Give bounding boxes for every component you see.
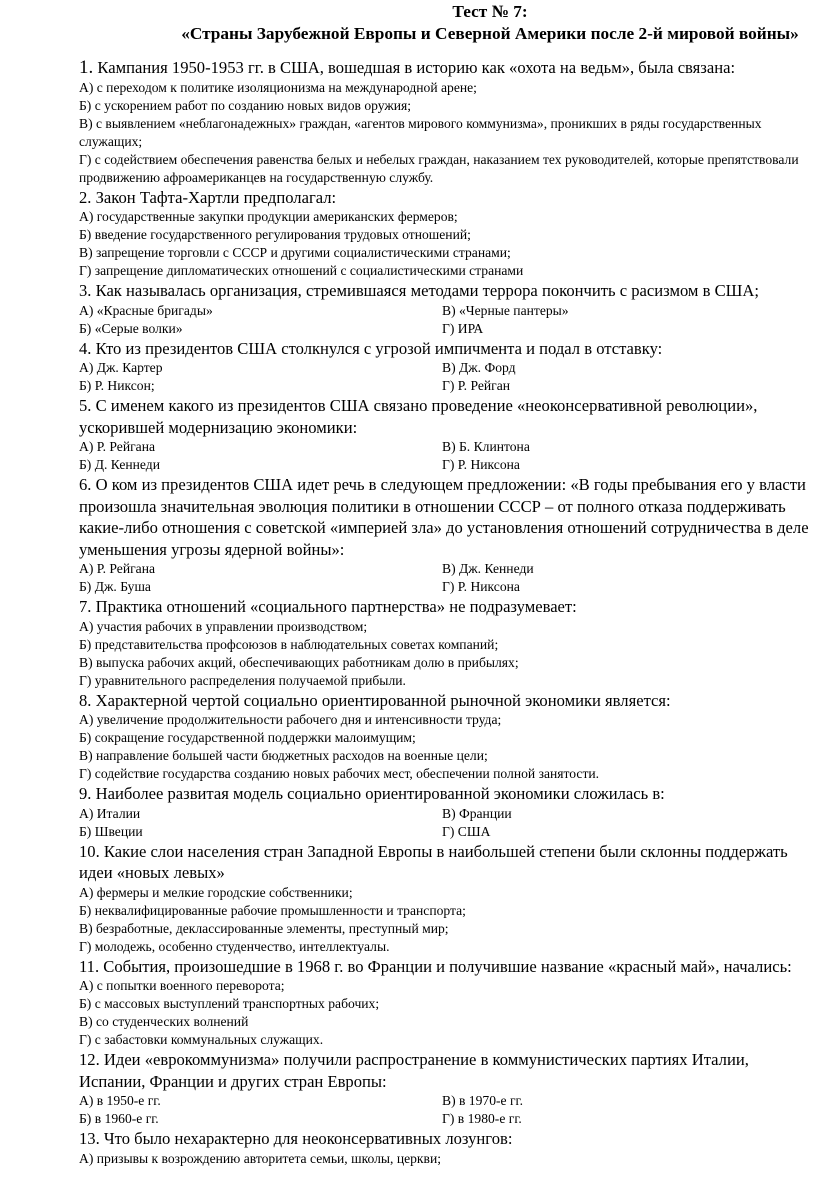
answer-option: Г) в 1980-е гг.	[442, 1111, 522, 1126]
title-line-1: Тест № 7:	[452, 2, 528, 21]
answer-option: В) Дж. Форд	[442, 360, 516, 375]
answer-option: А) фермеры и мелкие городские собственники;	[79, 884, 353, 900]
question-block	[79, 1049, 816, 1128]
answer-option: Г) с содействием обеспечения равенства белых и небелых граждан, наказанием тех руководителей, которые препятствовали продвижению афроамериканцев на государственную службу.	[79, 151, 799, 185]
question-block	[79, 280, 816, 338]
answer-option: Б) Швеции	[79, 823, 143, 839]
answer-option: В) Б. Клинтона	[442, 439, 530, 454]
answer-row	[79, 456, 816, 474]
answer-option: А) призывы к возрождению авторитета семьи, школы, церкви;	[79, 1150, 441, 1166]
answer-row	[79, 302, 816, 320]
question-text: 2. Закон Тафта-Хартли предполагал:	[79, 187, 337, 207]
answer-row	[79, 320, 816, 338]
answer-option: Г) с забастовки коммунальных служащих.	[79, 1032, 324, 1047]
answer-option: Б) сокращение государственной поддержки малоимущим;	[79, 730, 416, 745]
question-text: 3. Как называлась организация, стремившаяся методами террора покончить с расизмом в США;	[79, 281, 759, 300]
answer-option: Б) с ускорением работ по созданию новых видов оружия;	[79, 97, 412, 113]
question-text: 11. События, произошедшие в 1968 г. во Франции и получившие название «красный май», начались:	[79, 956, 792, 976]
question-block	[79, 1128, 816, 1168]
answer-option: Б) Д. Кеннеди	[79, 457, 160, 472]
answer-option: Г) запрещение дипломатических отношений с социалистическими странами	[79, 263, 524, 278]
title-line-2: «Страны Зарубежной Европы и Северной Америки после 2-й мировой войны»	[181, 24, 799, 43]
question-block	[79, 338, 816, 396]
question-list	[79, 57, 816, 1168]
question-block	[79, 395, 816, 474]
question-text: 6. О ком из президентов США идет речь в следующем предложении: «В годы пребывания его у власти произошла значительная эволюция политики в отношении СССР – от полного отказа поддерживать какие-либо отношения с советской «империей зла» до установления отношений сотрудничества в деле уменьшения угрозы ядерной войны»:	[79, 475, 809, 559]
answer-option: В) в 1970-е гг.	[442, 1093, 523, 1108]
question-block	[79, 690, 816, 784]
question-block	[79, 474, 816, 596]
answer-option: Б) Р. Никсон;	[79, 378, 155, 393]
answer-row	[79, 359, 816, 377]
question-body: Кампания 1950-1953 гг. в США, вошедшая в историю как «охота на ведьм», была связана:	[93, 58, 736, 77]
question-block	[79, 783, 816, 841]
question-block	[79, 596, 816, 690]
question-text: 9. Наиболее развитая модель социально ориентированной экономики сложилась в:	[79, 784, 665, 803]
answer-option: А) Италии	[79, 805, 141, 821]
question-block	[79, 956, 816, 1050]
answer-option: Б) с массовых выступлений транспортных рабочих;	[79, 996, 380, 1011]
answer-option: В) запрещение торговли с СССР и другими социалистическими странами;	[79, 245, 511, 260]
answer-row	[79, 438, 816, 456]
document-title	[124, 1, 816, 45]
question-number: 1.	[79, 57, 94, 78]
answer-option: А) Р. Рейгана	[79, 561, 156, 576]
answer-option: Б) введение государственного регулирования трудовых отношений;	[79, 227, 471, 242]
question-block	[79, 187, 816, 281]
answer-option: А) государственные закупки продукции американских фермеров;	[79, 209, 458, 224]
question-text: 13. Что было нехарактерно для неоконсервативных лозунгов:	[79, 1129, 513, 1148]
answer-row	[79, 805, 816, 823]
answer-option: Б) в 1960-е гг.	[79, 1111, 159, 1126]
question-block	[79, 841, 816, 956]
answer-option: Б) Дж. Буша	[79, 579, 151, 594]
question-text: 10. Какие слои населения стран Западной Европы в наибольшей степени были склонны поддержать идеи «новых левых»	[79, 841, 788, 882]
answer-option: В) выпуска рабочих акций, обеспечивающих работникам долю в прибылях;	[79, 654, 519, 670]
answer-option: Г) Р. Рейган	[442, 378, 511, 393]
answer-option: Г) Р. Никсона	[442, 457, 520, 472]
answer-option: Б) «Серые волки»	[79, 320, 183, 336]
question-block	[79, 57, 816, 187]
answer-option: Г) ИРА	[442, 320, 484, 336]
question-text: 12. Идеи «еврокоммунизма» получили распространение в коммунистических партиях Италии, Испании, Франции и других стран Европы:	[79, 1050, 749, 1091]
document-page	[79, 0, 816, 1168]
answer-option: Г) Р. Никсона	[442, 579, 520, 594]
answer-option: А) Р. Рейгана	[79, 439, 156, 454]
answer-option: А) «Красные бригады»	[79, 302, 213, 318]
answer-option: В) Франции	[442, 805, 512, 821]
answer-option: В) «Черные пантеры»	[442, 302, 569, 318]
answer-option: В) безработные, деклассированные элементы, преступный мир;	[79, 920, 449, 936]
answer-option: Г) США	[442, 823, 491, 839]
answer-option: В) со студенческих волнений	[79, 1014, 249, 1029]
answer-row	[79, 1092, 816, 1110]
answer-row	[79, 377, 816, 395]
answer-option: А) с попытки военного переворота;	[79, 978, 285, 993]
answer-option: Г) уравнительного распределения получаемой прибыли.	[79, 672, 406, 688]
answer-option: В) с выявлением «неблагонадежных» граждан, «агентов мирового коммунизма», проникших в ряды государственных служащих;	[79, 115, 762, 149]
answer-row	[79, 1110, 816, 1128]
answer-row	[79, 578, 816, 596]
question-text: 5. С именем какого из президентов США связано проведение «неоконсервативной революции», ускорившей модернизацию экономики:	[79, 396, 758, 437]
question-text: 4. Кто из президентов США столкнулся с угрозой импичмента и подал в отставку:	[79, 338, 663, 358]
question-text: 7. Практика отношений «социального партнерства» не подразумевает:	[79, 597, 577, 616]
question-text: 8. Характерной чертой социально ориентированной рыночной экономики является:	[79, 690, 671, 710]
answer-option: В) Дж. Кеннеди	[442, 561, 534, 576]
answer-option: Б) представительства профсоюзов в наблюдательных советах компаний;	[79, 636, 499, 652]
answer-option: А) в 1950-е гг.	[79, 1093, 161, 1108]
answer-row	[79, 560, 816, 578]
answer-option: А) увеличение продолжительности рабочего дня и интенсивности труда;	[79, 712, 502, 727]
answer-option: Г) содействие государства созданию новых рабочих мест, обеспечении полной занятости.	[79, 766, 600, 781]
answer-option: В) направление большей части бюджетных расходов на военные цели;	[79, 748, 488, 763]
answer-option: Б) неквалифицированные рабочие промышленности и транспорта;	[79, 902, 466, 918]
answer-option: А) Дж. Картер	[79, 360, 163, 375]
answer-row	[79, 823, 816, 841]
answer-option: А) с переходом к политике изоляционизма на международной арене;	[79, 79, 477, 95]
question-text	[79, 57, 816, 79]
answer-option: Г) молодежь, особенно студенчество, интеллектуалы.	[79, 938, 390, 954]
answer-option: А) участия рабочих в управлении производством;	[79, 618, 368, 634]
